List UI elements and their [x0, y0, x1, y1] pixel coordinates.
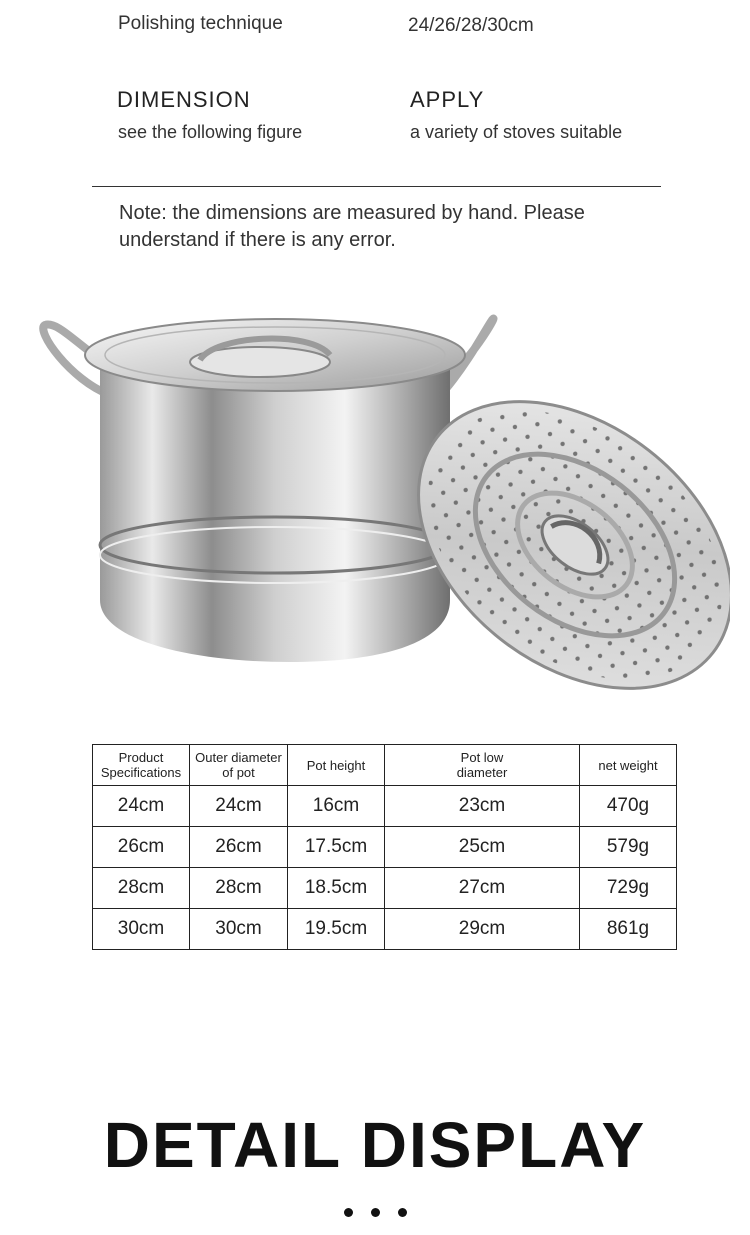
header-line: of pot — [222, 765, 255, 780]
table-cell: 579g — [580, 827, 677, 868]
apply-label: APPLY — [410, 87, 485, 112]
dot-icon — [344, 1208, 353, 1217]
header-product-specifications — [93, 745, 190, 786]
measurement-note: Note: the dimensions are measured by hand. Please understand if there is any error. — [119, 202, 585, 251]
dot-icon — [398, 1208, 407, 1217]
apply-value: a variety of stoves suitable — [410, 122, 623, 142]
size-range-value: 24/26/28/30cm — [408, 15, 534, 36]
header-pot-height — [288, 745, 385, 786]
table-header-row — [93, 745, 677, 786]
detail-display-heading: DETAIL DISPLAY — [103, 1109, 647, 1181]
header-line: Outer diameter — [195, 750, 282, 765]
dot-icon — [371, 1208, 380, 1217]
header-line: Pot low — [460, 750, 504, 765]
table-cell: 26cm — [93, 827, 190, 868]
table-cell: 17.5cm — [288, 827, 385, 868]
table-cell: 729g — [580, 868, 677, 909]
table-row — [93, 786, 677, 827]
pagination-dots — [0, 1208, 750, 1217]
dimension-table — [92, 744, 677, 950]
table-cell: 30cm — [93, 909, 190, 950]
table-cell: 24cm — [190, 786, 288, 827]
table-cell: 18.5cm — [288, 868, 385, 909]
table-cell: 19.5cm — [288, 909, 385, 950]
dimension-value: see the following figure — [118, 122, 303, 142]
table-cell: 26cm — [190, 827, 288, 868]
header-line: net weight — [598, 757, 658, 773]
table-cell: 16cm — [288, 786, 385, 827]
header-line: Specifications — [100, 765, 182, 780]
table-cell: 25cm — [385, 827, 580, 868]
table-cell: 29cm — [385, 909, 580, 950]
header-pot-low-diameter — [385, 745, 580, 786]
table-cell: 861g — [580, 909, 677, 950]
header-line: Product — [118, 750, 164, 765]
header-line: Pot height — [306, 757, 366, 773]
table-cell: 24cm — [93, 786, 190, 827]
dimension-label: DIMENSION — [117, 87, 251, 112]
stockpot-steamer-image — [30, 300, 730, 700]
table-row — [93, 827, 677, 868]
header-line: diameter — [456, 765, 508, 780]
header-net-weight — [580, 745, 677, 786]
section-divider — [92, 186, 661, 187]
table-cell: 28cm — [190, 868, 288, 909]
table-cell: 30cm — [190, 909, 288, 950]
table-cell: 28cm — [93, 868, 190, 909]
polishing-technique-label: Polishing technique — [118, 13, 283, 34]
table-cell: 470g — [580, 786, 677, 827]
table-row — [93, 868, 677, 909]
header-outer-diameter — [190, 745, 288, 786]
table-cell: 27cm — [385, 868, 580, 909]
table-row — [93, 909, 677, 950]
table-cell: 23cm — [385, 786, 580, 827]
